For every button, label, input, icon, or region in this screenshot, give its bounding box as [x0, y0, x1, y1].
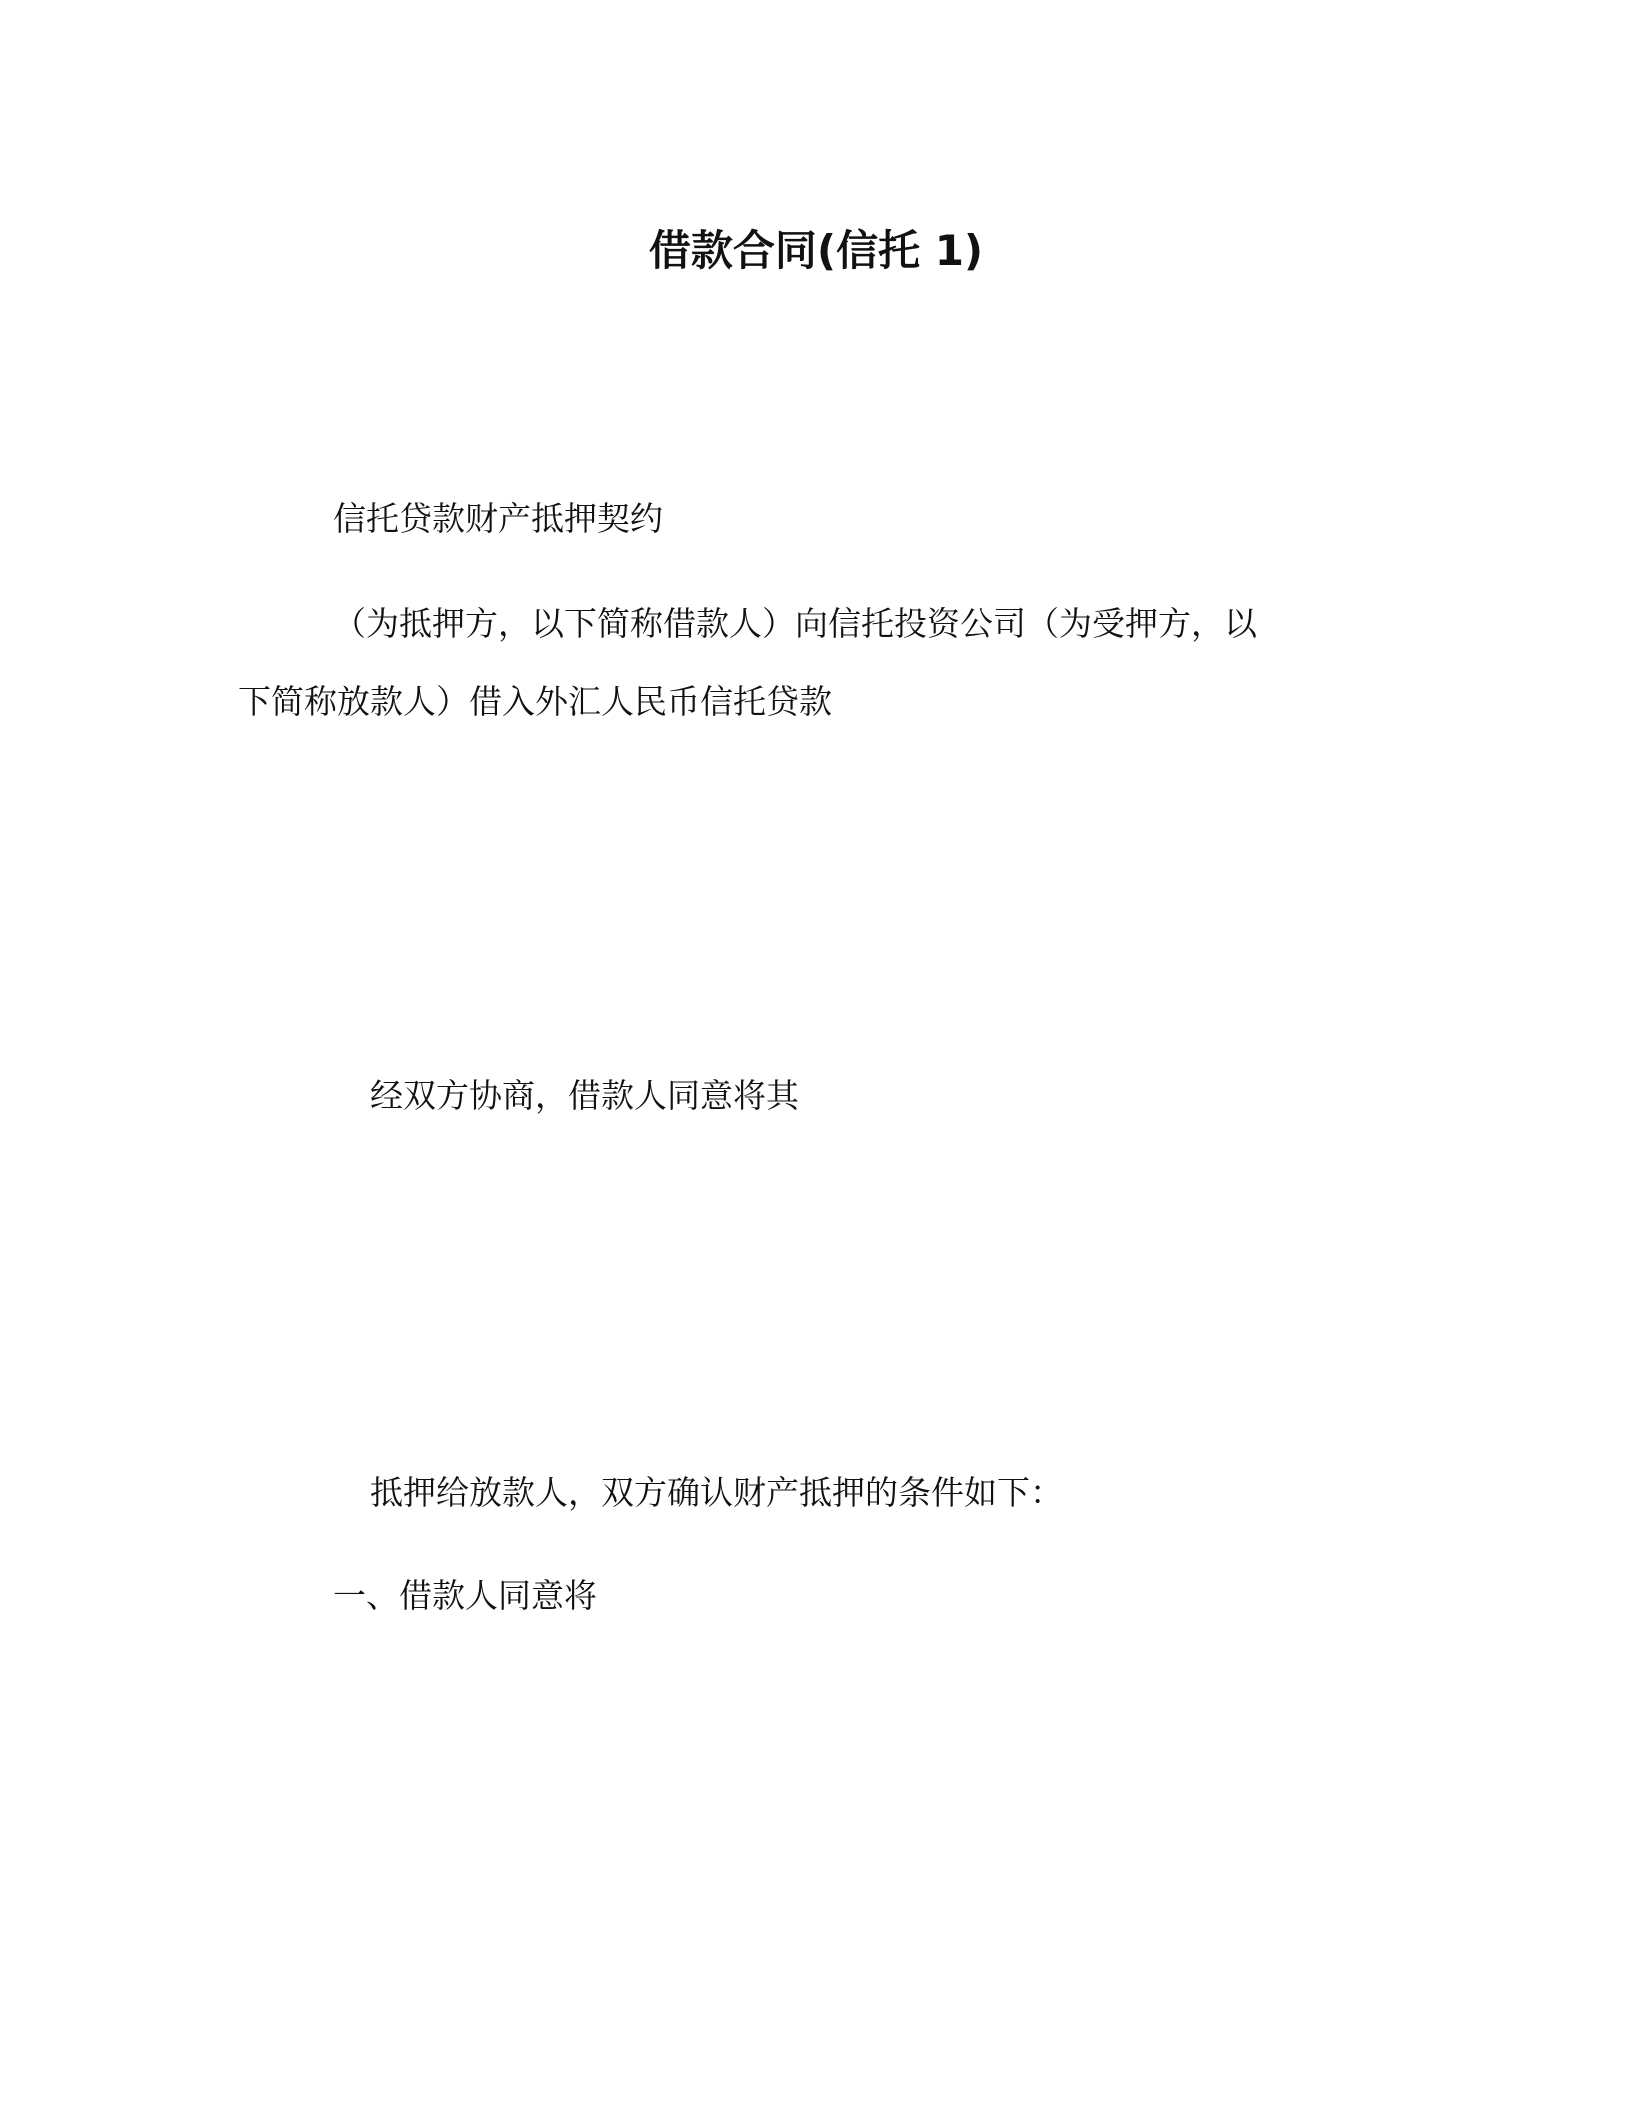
paragraph-subtitle: 信托贷款财产抵押契约 [333, 499, 663, 538]
document-title: 借款合同(信托 1) [648, 226, 984, 275]
paragraph-intro-line-2: 下简称放款人）借入外汇人民币信托贷款 [238, 682, 832, 721]
paragraph-intro-line-1: （为抵押方，以下简称借款人）向信托投资公司（为受押方，以 [333, 604, 1257, 643]
paragraph-mortgage: 抵押给放款人，双方确认财产抵押的条件如下： [370, 1473, 1063, 1512]
clause-one: 一、借款人同意将 [333, 1576, 597, 1615]
paragraph-consult: 经双方协商，借款人同意将其 [370, 1076, 799, 1115]
